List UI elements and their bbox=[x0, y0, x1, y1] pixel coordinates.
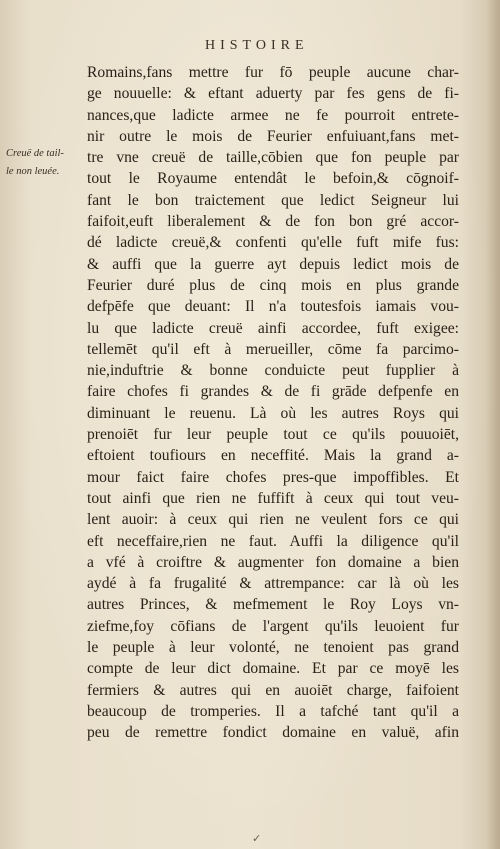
running-head: HISTOIRE bbox=[205, 38, 309, 53]
text-line: aydé à fa frugalité & attrempance: car là où les bbox=[87, 575, 459, 593]
text-line: lent auoir: à ceux qui rien ne veulent fors ce qui bbox=[87, 511, 459, 529]
text-line: le peuple à leur volonté, ne tenoient pas grand bbox=[87, 639, 459, 657]
margin-note-line-1: Creuë de tail- bbox=[6, 148, 64, 159]
text-line: Feurier duré plus de cinq mois en plus grande bbox=[87, 276, 459, 294]
text-line: nances,que ladicte armee ne fe pourroit entrete- bbox=[87, 106, 459, 124]
text-line: eftoient toufiours en neceffité. Mais la grand a- bbox=[87, 447, 459, 465]
body-text bbox=[87, 62, 459, 744]
text-line: & auffi que la guerre ayt depuis ledict mois de bbox=[87, 255, 459, 273]
text-line: nie,induftrie & bonne conduicte peut fupplier à bbox=[87, 362, 459, 380]
text-line: lu que ladicte creuë ainfi accordee, fuft exigee: bbox=[87, 319, 459, 337]
text-line: faifoit,euft liberalement & de fon bon gré accor- bbox=[87, 213, 459, 231]
text-line: mour faict faire chofes pres-que impoffibles. Et bbox=[87, 468, 459, 486]
text-line: Romains,fans mettre fur fō peuple aucune char- bbox=[87, 64, 459, 81]
text-line: a vfé à croiftre & augmenter fon domaine a bien bbox=[87, 553, 459, 571]
text-line: fermiers & autres qui en auoiēt charge, faifoient bbox=[87, 681, 459, 699]
page-gutter-shadow bbox=[486, 0, 500, 849]
text-line: eft neceffaire,rien ne faut. Auffi la diligence qu'il bbox=[87, 532, 459, 550]
text-line: tout le Royaume entendât le befoin,& cōgnoif- bbox=[87, 170, 459, 188]
text-line: defpēfe que deuant: Il n'a toutesfois iamais vou- bbox=[87, 298, 459, 316]
margin-note-line-2: le non leuée. bbox=[6, 166, 60, 177]
text-line: tout ainfi que rien ne fuffift à ceux qui tout veu- bbox=[87, 489, 459, 507]
text-line: dé ladicte creuë,& confenti qu'elle fuft mife fus: bbox=[87, 234, 459, 252]
text-line: beaucoup de tromperies. Il a tafché tant qu'il a bbox=[87, 702, 459, 720]
text-line: diminuant le reuenu. Là où les autres Roys qui bbox=[87, 404, 459, 422]
text-line: fant le bon traictement que ledict Seigneur lui bbox=[87, 191, 459, 209]
text-line: prenoiēt fur leur peuple tout ce qu'ils pouuoiēt, bbox=[87, 426, 459, 444]
folio-mark: ✓ bbox=[252, 833, 262, 845]
text-line: tre vne creuë de taille,cōbien que fon peuple par bbox=[87, 149, 459, 167]
text-line: faire chofes fi grandes & de fi grāde defpenfe en bbox=[87, 383, 459, 401]
text-line: ge nouuelle: & eftant aduerty par fes gens de fi- bbox=[87, 85, 459, 103]
text-line: compte de leur dict domaine. Et par ce moyē les bbox=[87, 660, 459, 678]
text-line: tellemēt qu'il eft à merueiller, cōme fa parcimo- bbox=[87, 340, 459, 358]
text-line: nir outre le mois de Feurier enfuiuant,fans met- bbox=[87, 127, 459, 145]
text-line: autres Princes, & mefmement le Roy Loys vn- bbox=[87, 596, 459, 614]
text-line: peu de remettre fondict domaine en valuë, afin bbox=[87, 724, 459, 742]
text-line: ziefme,foy cōfians de l'argent qu'ils leuoient fur bbox=[87, 617, 459, 635]
